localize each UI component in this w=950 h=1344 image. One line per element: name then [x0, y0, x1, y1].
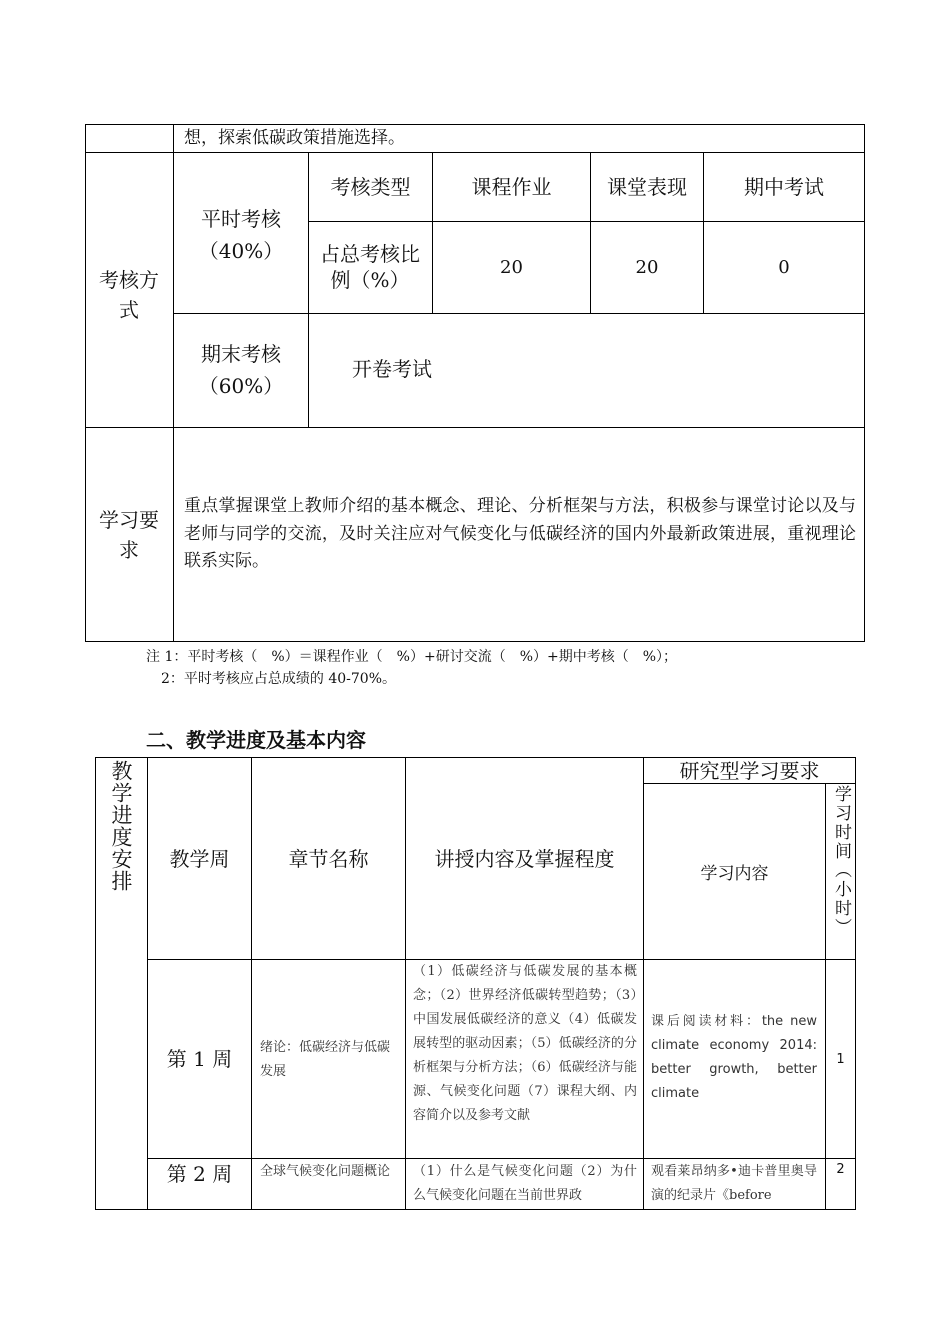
class-performance-value: 20 — [635, 256, 659, 278]
coursework-value: 20 — [500, 256, 523, 278]
row1-hours: 1 — [836, 1051, 845, 1067]
study-requirement-text: 重点掌握课堂上教师介绍的基本概念、理论、分析框架与方法，积极参与课堂讨论以及与老师与同学的交流，及时关注应对气候变化与低碳经济的国内外最新政策进展，重视理论联系实际。 — [184, 496, 856, 571]
ratio-label: 占总考核比例（%） — [320, 242, 420, 292]
header-assessment-type: 考核类型 — [330, 175, 411, 199]
row1-content: （1）低碳经济与低碳发展的基本概念；（2）世界经济低碳转型趋势；（3）中国发展低碳经济的意义（4）低碳发展转型的驱动因素；（5）低碳经济的分析框架与分析方法；（6）低碳经济与能源、气候变化问题（7）课程大纲、内容简介以及参考文献 — [413, 964, 637, 1123]
rule — [173, 124, 174, 642]
header-class-performance: 课堂表现 — [607, 175, 687, 199]
rule — [95, 1209, 856, 1210]
row1-study: 课后阅读材料：the new climate economy 2014: better growth, better climate — [651, 1014, 817, 1101]
rule — [95, 757, 96, 1210]
midterm-value: 0 — [778, 256, 790, 278]
note-line-1: 注 1：平时考核（ %）＝课程作业（ %）+研讨交流（ %）+期中考核（ %）； — [146, 649, 678, 665]
rule — [147, 1158, 856, 1159]
row2-study: 观看莱昂纳多•迪卡普里奥导演的纪录片《before — [651, 1164, 817, 1203]
note-line-2: 2：平时考核应占总成绩的 40-70%。 — [161, 671, 397, 687]
row2-week: 第 2 周 — [166, 1162, 233, 1186]
rule — [85, 124, 86, 642]
study-requirement-label: 学习要求 — [99, 508, 159, 562]
header-study-content: 学习内容 — [700, 864, 769, 884]
rule — [855, 757, 856, 1210]
header-coursework: 课程作业 — [471, 175, 552, 199]
row2-content: （1）什么是气候变化问题（2）为什么气候变化问题在当前世界政 — [413, 1164, 637, 1203]
carry-over-text: 想，探索低碳政策措施选择。 — [184, 128, 405, 148]
section-title: 二、教学进度及基本内容 — [146, 728, 366, 752]
assessment-label: 考核方式 — [99, 268, 159, 322]
header-hours: 学习时间（小时） — [831, 785, 851, 937]
rule — [864, 124, 865, 642]
row2-chapter: 全球气候变化问题概论 — [260, 1164, 391, 1179]
row1-week: 第 1 周 — [166, 1047, 233, 1071]
header-week: 教学周 — [169, 846, 230, 871]
row2-hours: 2 — [836, 1162, 845, 1177]
header-midterm: 期中考试 — [744, 175, 824, 199]
final-assessment-label: 期末考核（60%） — [198, 342, 284, 398]
rule — [85, 427, 865, 428]
rule — [173, 313, 865, 314]
final-method: 开卷考试 — [352, 357, 432, 381]
regular-assessment-label: 平时考核（40%） — [198, 207, 284, 263]
rule — [85, 641, 865, 642]
schedule-side-label: 教学进度安排 — [109, 760, 133, 892]
header-chapter: 章节名称 — [288, 846, 369, 871]
row1-chapter: 绪论：低碳经济与低碳发展 — [260, 1040, 391, 1079]
header-research: 研究型学习要求 — [679, 758, 820, 783]
header-content: 讲授内容及掌握程度 — [434, 846, 615, 871]
